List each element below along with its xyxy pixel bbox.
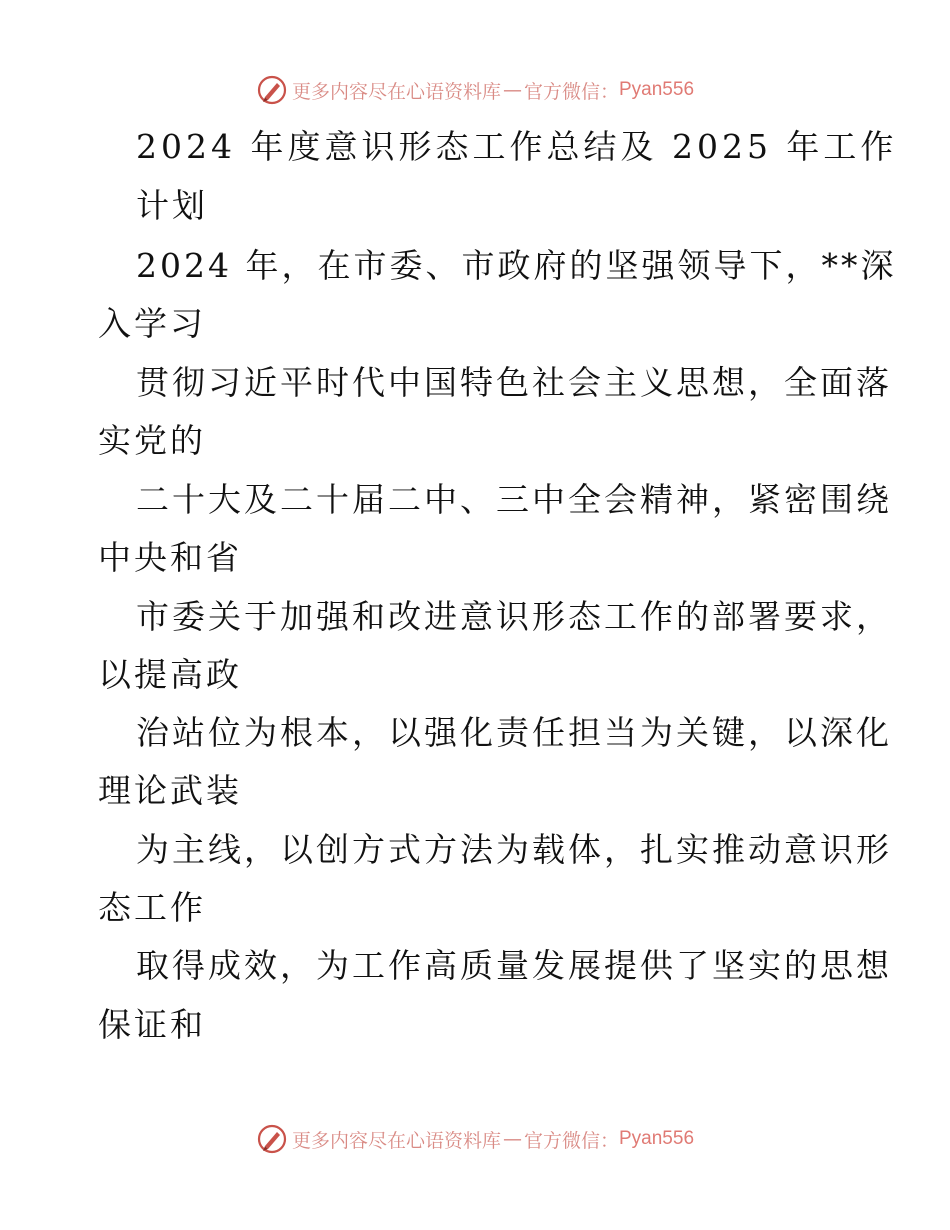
document-title-line-2: 计划 (136, 186, 208, 225)
body-line: 理论武装 (98, 771, 242, 810)
header-watermark (0, 72, 950, 108)
watermark-wechat-label: 官方微信： (523, 1129, 619, 1152)
watermark-brand: 更多内容尽在心语资料库 (291, 80, 501, 103)
watermark-brand: 更多内容尽在心语资料库 (291, 1129, 501, 1152)
watermark-separator: — (502, 1128, 522, 1150)
body-line: 市委关于加强和改进意识形态工作的部署要求， (136, 597, 892, 636)
body-line: 态工作 (98, 888, 206, 927)
watermark-wechat-id: Pyan556 (619, 1128, 695, 1149)
body-line: 实党的 (98, 421, 206, 460)
body-line: 二十大及二十届二中、三中全会精神，紧密围绕 (136, 480, 892, 519)
body-line: 2024 年，在市委、市政府的坚强领导下，**深 (136, 246, 897, 285)
pen-logo-icon (256, 1123, 288, 1155)
body-line: 以提高政 (98, 655, 242, 694)
body-line: 治站位为根本，以强化责任担当为关键，以深化 (136, 713, 892, 752)
watermark-separator: — (502, 79, 522, 101)
body-line: 保证和 (98, 1005, 206, 1044)
watermark-wechat-id: Pyan556 (619, 79, 695, 100)
body-line: 取得成效，为工作高质量发展提供了坚实的思想 (136, 946, 892, 985)
body-line: 中央和省 (98, 538, 242, 577)
footer-watermark (0, 1121, 950, 1157)
body-line: 入学习 (98, 304, 206, 343)
watermark-wechat-label: 官方微信： (523, 80, 619, 103)
body-line: 贯彻习近平时代中国特色社会主义思想，全面落 (136, 363, 892, 402)
document-title-line-1: 2024 年度意识形态工作总结及 2025 年工作 (136, 127, 898, 166)
pen-logo-icon (256, 74, 288, 106)
body-line: 为主线，以创方式方法为载体，扎实推动意识形 (136, 830, 892, 869)
